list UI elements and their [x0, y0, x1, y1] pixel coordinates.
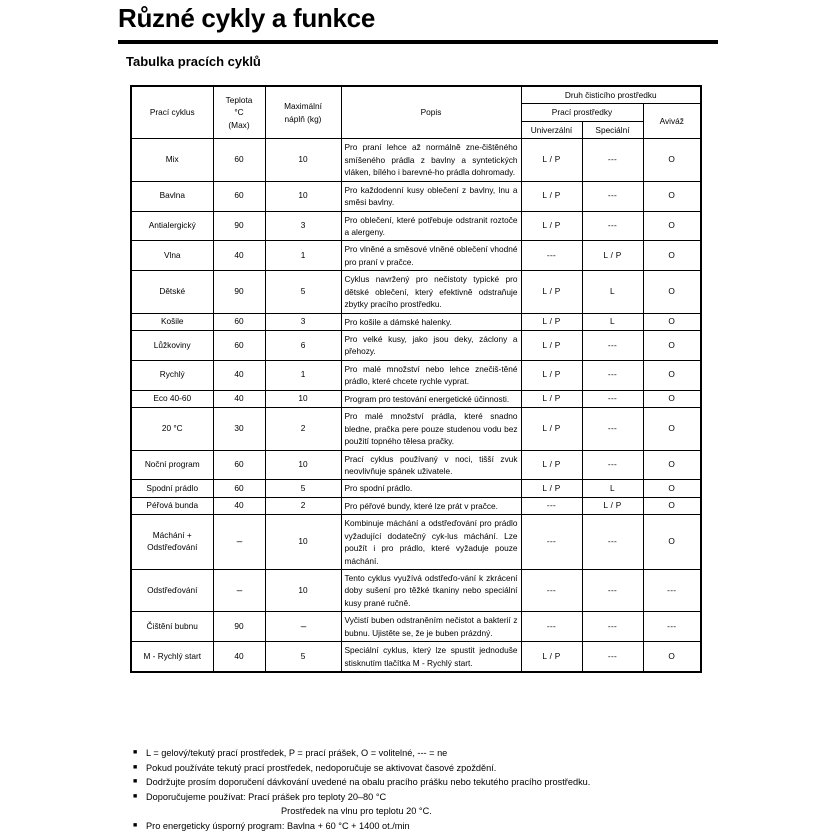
header-universal: Univerzální [521, 121, 582, 138]
wash-cycles-table [130, 85, 702, 673]
cell-temperature: 60 [213, 139, 265, 181]
cell-special: --- [582, 181, 643, 211]
cell-temperature: 40 [213, 360, 265, 390]
cell-special: L / P [582, 241, 643, 271]
header-description: Popis [341, 86, 521, 139]
cell-description: Kombinuje máchání a odstřeďování pro prádlo vyžadující dodatečný cyk-lus máchání. Lze použít i pro prádlo, které vyžaduje pouze máchání. [341, 515, 521, 570]
header-row-top [131, 86, 701, 104]
cell-universal: L / P [521, 211, 582, 241]
footnote-text: L = gelový/tekutý prací prostředek, P = prací prášek, O = volitelné, --- = ne [146, 748, 448, 758]
cell-universal: --- [521, 497, 582, 514]
cell-universal: L / P [521, 139, 582, 181]
table-row [131, 313, 701, 330]
cell-universal: L / P [521, 480, 582, 497]
cell-max-load: 2 [265, 497, 341, 514]
cell-softener: --- [643, 570, 701, 612]
cell-universal: --- [521, 515, 582, 570]
cell-universal: --- [521, 570, 582, 612]
square-bullet-icon: ■ [133, 778, 138, 786]
cell-cycle-name: Vlna [131, 241, 213, 271]
footnote-item [133, 746, 773, 761]
cell-description: Pro velké kusy, jako jsou deky, záclony a přehozy. [341, 331, 521, 361]
cell-temperature: 60 [213, 331, 265, 361]
cell-description: Pro oblečení, které potřebuje odstranit roztoče a alergeny. [341, 211, 521, 241]
cell-max-load: 10 [265, 181, 341, 211]
cell-special: --- [582, 570, 643, 612]
cell-max-load: 5 [265, 480, 341, 497]
cell-special: --- [582, 642, 643, 672]
cell-softener: O [643, 515, 701, 570]
cell-max-load: 5 [265, 642, 341, 672]
cell-description: Pro péřové bundy, které lze prát v pračce. [341, 497, 521, 514]
cell-cycle-name: Antialergický [131, 211, 213, 241]
cell-description: Prací cyklus používaný v noci, tišší zvuk neovlivňuje spánek uživatele. [341, 450, 521, 480]
cell-max-load: 6 [265, 331, 341, 361]
header-washing-agents: Prací prostředky [521, 104, 643, 121]
square-bullet-icon: ■ [133, 821, 138, 829]
cell-cycle-name: Mix [131, 139, 213, 181]
cell-temperature: 40 [213, 497, 265, 514]
cell-special: L [582, 480, 643, 497]
cell-cycle-name: Dětské [131, 271, 213, 313]
cell-special: --- [582, 450, 643, 480]
cell-description: Pro košile a dámské halenky. [341, 313, 521, 330]
cell-special: --- [582, 612, 643, 642]
cell-max-load: --- [265, 612, 341, 642]
cell-max-load: 2 [265, 408, 341, 450]
cell-description: Program pro testování energetické účinnosti. [341, 390, 521, 407]
cell-temperature: 90 [213, 612, 265, 642]
cell-description: Pro každodenní kusy oblečení z bavlny, lnu a směsi bavlny. [341, 181, 521, 211]
footnote-text: Doporučujeme používat: Prací prášek pro teploty 20–80 °C [146, 791, 387, 802]
table-row [131, 408, 701, 450]
cell-cycle-name: Čištění bubnu [131, 612, 213, 642]
cell-temperature: 60 [213, 181, 265, 211]
cell-temperature: 90 [213, 211, 265, 241]
cell-universal: L / P [521, 271, 582, 313]
cell-softener: O [643, 642, 701, 672]
cell-special: --- [582, 360, 643, 390]
cell-cycle-name: Košile [131, 313, 213, 330]
cell-softener: O [643, 408, 701, 450]
section-subtitle: Tabulka pracích cyklů [126, 54, 261, 69]
cell-cycle-name: Rychlý [131, 360, 213, 390]
cell-temperature: --- [213, 570, 265, 612]
cell-softener: O [643, 331, 701, 361]
cell-cycle-name: 20 °C [131, 408, 213, 450]
cell-universal: L / P [521, 313, 582, 330]
header-temperature-line1: Teplota [225, 95, 253, 105]
title-rule-divider [118, 40, 718, 44]
footnote-text: Dodržujte prosím doporučení dávkování uvedené na obalu pracího prášku nebo tekutého pracího prostředku. [146, 777, 591, 788]
cell-description: Pro malé množství prádla, které snadno bledne, pračka pere pouze studenou vodu bez použití topného tělesa pračky. [341, 408, 521, 450]
cell-cycle-name: Máchání + Odstřeďování [131, 515, 213, 570]
table-row [131, 181, 701, 211]
cell-cycle-name: Péřová bunda [131, 497, 213, 514]
cell-cycle-name: Eco 40-60 [131, 390, 213, 407]
cell-softener: O [643, 497, 701, 514]
footnote-text: Pokud používáte tekutý prací prostředek, nedoporučuje se aktivovat časové zpoždění. [146, 762, 497, 773]
cell-special: --- [582, 139, 643, 181]
cell-description: Vyčistí buben odstraněním nečistot a bakterií z bubnu. Ujistěte se, že je buben prázdný. [341, 612, 521, 642]
cell-max-load: 10 [265, 570, 341, 612]
cell-max-load: 1 [265, 360, 341, 390]
cell-softener: O [643, 211, 701, 241]
footnote-item [133, 761, 773, 776]
cell-max-load: 10 [265, 139, 341, 181]
table-row [131, 480, 701, 497]
table-header [131, 86, 701, 139]
cell-special: --- [582, 408, 643, 450]
header-temperature-line2: °C [234, 107, 244, 118]
cell-max-load: 3 [265, 313, 341, 330]
cell-description: Cyklus navržený pro nečistoty typické pro dětské oblečení, který efektivně odstraňuje zbytky pracího prostředku. [341, 271, 521, 313]
table-body [131, 139, 701, 672]
cell-special: L [582, 271, 643, 313]
header-special: Speciální [582, 121, 643, 138]
cell-softener: O [643, 271, 701, 313]
table-row [131, 360, 701, 390]
cell-description: Tento cyklus využívá odstřeďo-vání k zkrácení doby sušení pro těžké tkaniny nebo speciální kusy prané ručně. [341, 570, 521, 612]
cell-universal: L / P [521, 360, 582, 390]
cell-temperature: 40 [213, 642, 265, 672]
table-row [131, 390, 701, 407]
table-row [131, 497, 701, 514]
cell-softener: O [643, 450, 701, 480]
cell-universal: L / P [521, 450, 582, 480]
cell-softener: O [643, 241, 701, 271]
cell-description: Pro spodní prádlo. [341, 480, 521, 497]
table-row [131, 642, 701, 672]
cell-special: L / P [582, 497, 643, 514]
header-cycle: Prací cyklus [131, 86, 213, 139]
cell-temperature: 90 [213, 271, 265, 313]
cell-special: --- [582, 331, 643, 361]
cell-universal: L / P [521, 642, 582, 672]
cell-universal: --- [521, 612, 582, 642]
footnote-item [133, 775, 773, 790]
footnote-item [133, 819, 773, 834]
cell-max-load: 10 [265, 515, 341, 570]
cell-max-load: 10 [265, 390, 341, 407]
table-row [131, 450, 701, 480]
header-softener: Aviváž [643, 104, 701, 139]
page-title: Různé cykly a funkce [118, 3, 375, 33]
cell-cycle-name: Bavlna [131, 181, 213, 211]
header-temperature [213, 86, 265, 139]
cell-temperature: --- [213, 515, 265, 570]
header-temperature-line3: (Max) [228, 119, 250, 130]
cell-universal: --- [521, 241, 582, 271]
cell-special: --- [582, 390, 643, 407]
cell-cycle-name: M - Rychlý start [131, 642, 213, 672]
table-row [131, 515, 701, 570]
cell-softener: O [643, 181, 701, 211]
cell-temperature: 60 [213, 450, 265, 480]
cell-max-load: 5 [265, 271, 341, 313]
cell-max-load: 3 [265, 211, 341, 241]
footnote-subline: Prostředek na vlnu pro teplotu 20 °C. [281, 806, 432, 817]
header-max-load [265, 86, 341, 139]
wash-cycles-table-container [130, 85, 700, 673]
cell-universal: L / P [521, 331, 582, 361]
cell-special: --- [582, 515, 643, 570]
cell-softener: O [643, 480, 701, 497]
square-bullet-icon: ■ [133, 792, 138, 800]
footnote-text: Pro energeticky úsporný program: Bavlna + 60 °C + 1400 ot./min [146, 820, 410, 831]
cell-temperature: 30 [213, 408, 265, 450]
table-row [131, 211, 701, 241]
cell-special: --- [582, 211, 643, 241]
cell-cycle-name: Lůžkoviny [131, 331, 213, 361]
cell-softener: O [643, 390, 701, 407]
cell-universal: L / P [521, 408, 582, 450]
header-max-load-line1: Maximální [284, 101, 322, 112]
table-row [131, 241, 701, 271]
cell-description: Speciální cyklus, který lze spustit jednoduše stisknutím tlačítka M - Rychlý start. [341, 642, 521, 672]
square-bullet-icon: ■ [133, 749, 138, 756]
header-max-load-line2: náplň (kg) [284, 113, 322, 124]
cell-softener: O [643, 139, 701, 181]
cell-description: Pro malé množství nebo lehce znečiš-těné prádlo, které chcete rychle vyprat. [341, 360, 521, 390]
cell-softener: O [643, 313, 701, 330]
table-row [131, 331, 701, 361]
cell-description: Pro vlněné a směsové vlněné oblečení vhodné pro praní v pračce. [341, 241, 521, 271]
cell-universal: L / P [521, 181, 582, 211]
cell-cycle-name: Spodní prádlo [131, 480, 213, 497]
cell-softener: --- [643, 612, 701, 642]
cell-universal: L / P [521, 390, 582, 407]
cell-cycle-name: Noční program [131, 450, 213, 480]
cell-temperature: 60 [213, 313, 265, 330]
cell-temperature: 40 [213, 390, 265, 407]
cell-description: Pro praní lehce až normálně zne-čištěného smíšeného prádla z bavlny a syntetických vláken, bílého i barevné-ho prádla dohromady. [341, 139, 521, 181]
square-bullet-icon: ■ [133, 763, 138, 771]
footnotes-list [133, 746, 773, 834]
cell-max-load: 10 [265, 450, 341, 480]
table-row [131, 612, 701, 642]
cell-special: L [582, 313, 643, 330]
cell-temperature: 60 [213, 480, 265, 497]
cell-temperature: 40 [213, 241, 265, 271]
footnote-item [133, 790, 773, 805]
table-row [131, 139, 701, 181]
table-row [131, 271, 701, 313]
cell-max-load: 1 [265, 241, 341, 271]
table-row [131, 570, 701, 612]
header-detergent-group: Druh čisticího prostředku [521, 86, 701, 104]
cell-cycle-name: Odstřeďování [131, 570, 213, 612]
cell-softener: O [643, 360, 701, 390]
